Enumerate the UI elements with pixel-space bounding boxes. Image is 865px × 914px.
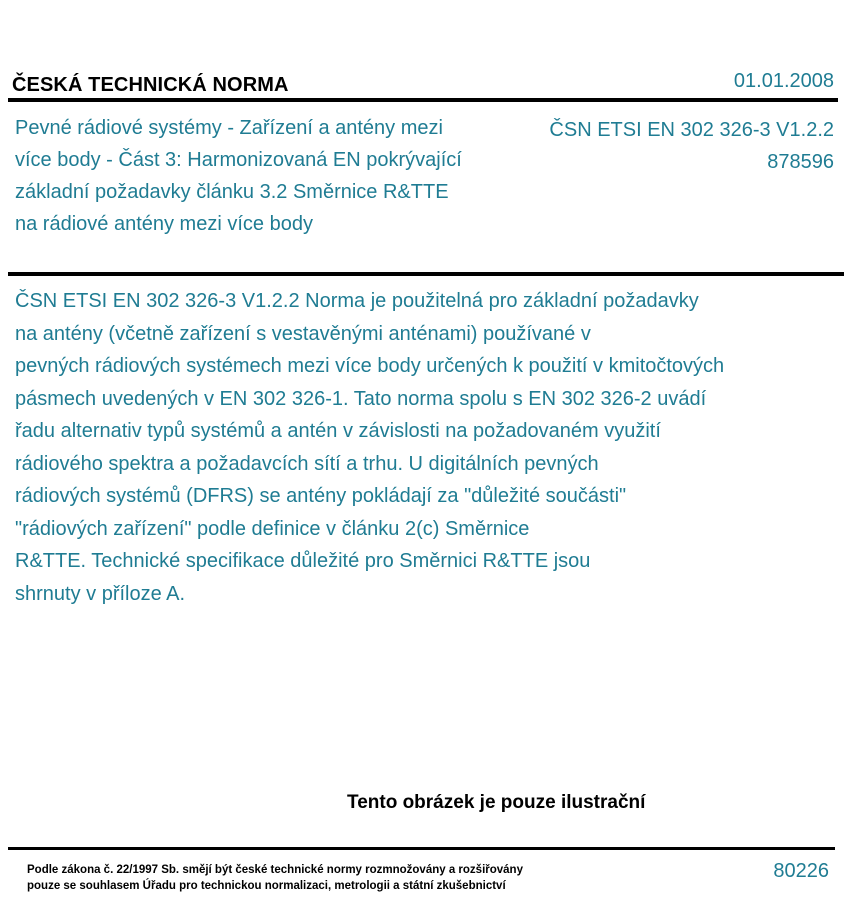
footer-number: 80226 — [773, 860, 829, 882]
abstract-line: pevných rádiových systémech mezi více body určených k použití v kmitočtových — [15, 355, 725, 377]
document-header-title: ČESKÁ TECHNICKÁ NORMA — [12, 74, 289, 96]
abstract-line: "rádiových zařízení" podle definice v článku 2(c) Směrnice — [15, 517, 530, 540]
standard-identifier — [549, 114, 834, 178]
standard-title-line: na rádiové antény mezi více body — [15, 213, 313, 235]
standard-title-line: základní požadavky článku 3.2 Směrnice R&TTE — [15, 181, 449, 203]
standard-title — [15, 112, 515, 240]
standard-code: ČSN ETSI EN 302 326-3 V1.2.2 — [549, 119, 834, 141]
footer-legal-notice — [27, 862, 523, 894]
abstract-text — [15, 285, 845, 610]
abstract-line: shrnuty v příloze A. — [15, 582, 186, 605]
catalog-number: 878596 — [767, 151, 834, 173]
title-divider — [8, 272, 844, 276]
abstract-line: rádiového spektra a požadavcích sítí a trhu. U digitálních pevných — [15, 452, 599, 475]
illustrative-note: Tento obrázek je pouze ilustrační — [347, 792, 646, 813]
abstract-line: na antény (včetně zařízení s vestavěnými anténami) používané v — [15, 322, 591, 345]
legal-line: Podle zákona č. 22/1997 Sb. smějí být české technické normy rozmnožovány a rozšiřovány — [27, 864, 523, 876]
standard-title-line: Pevné rádiové systémy - Zařízení a antény mezi — [15, 117, 443, 139]
abstract-line: rádiových systémů (DFRS) se antény pokládají za "důležité součásti" — [15, 485, 627, 507]
abstract-line: pásmech uvedených v EN 302 326-1. Tato norma spolu s EN 302 326-2 uvádí — [15, 387, 707, 410]
abstract-line: řadu alternativ typů systémů a antén v závislosti na požadovaném využití — [15, 420, 661, 442]
footer-divider — [8, 847, 835, 850]
standard-title-line: více body - Část 3: Harmonizovaná EN pokrývající — [15, 149, 462, 171]
abstract-line: ČSN ETSI EN 302 326-3 V1.2.2 Norma je použitelná pro základní požadavky — [15, 290, 699, 312]
header-divider — [8, 98, 838, 102]
abstract-line: R&TTE. Technické specifikace důležité pro Směrnici R&TTE jsou — [15, 550, 591, 572]
publication-date: 01.01.2008 — [733, 70, 834, 92]
legal-line: pouze se souhlasem Úřadu pro technickou normalizaci, metrologii a státní zkušebnictví — [27, 880, 506, 892]
